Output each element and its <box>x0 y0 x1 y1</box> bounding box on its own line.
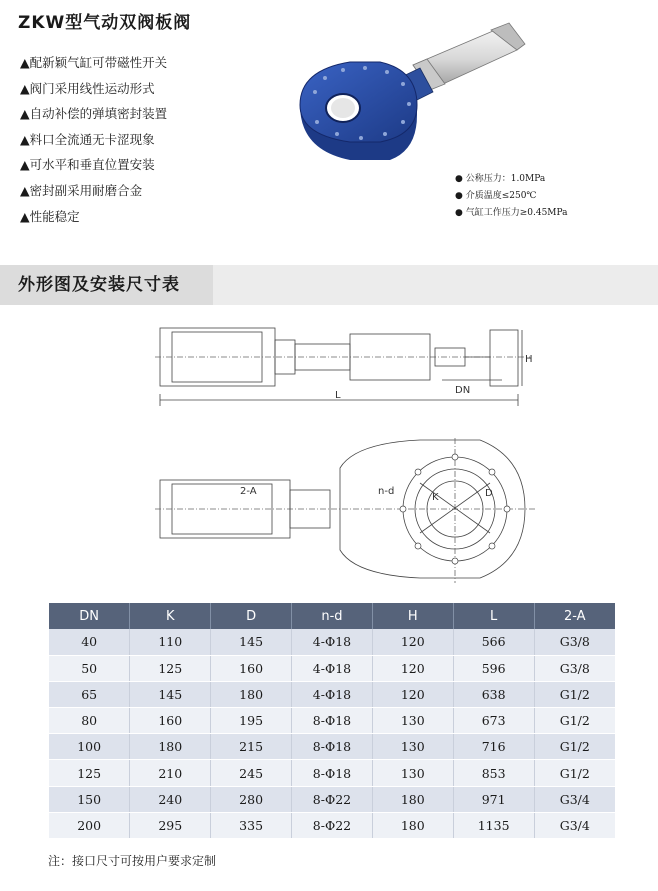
table-cell: 215 <box>211 734 292 760</box>
table-cell: 638 <box>453 681 534 707</box>
table-cell: 4-Φ18 <box>292 629 373 655</box>
feature-item: ▲可水平和垂直位置安装 <box>20 157 155 173</box>
footnote: 注：接口尺寸可按用户要求定制 <box>48 854 217 868</box>
table-cell: 145 <box>130 681 211 707</box>
feature-item: ▲自动补偿的弹填密封装置 <box>20 106 168 122</box>
label-L: L <box>335 390 341 401</box>
table-row <box>49 708 615 734</box>
feature-item: ▲性能稳定 <box>20 208 80 224</box>
col-header-dn: DN <box>49 603 130 629</box>
table-cell: 1135 <box>453 812 534 838</box>
table-cell: G3/4 <box>534 786 615 812</box>
table-cell: 125 <box>130 655 211 681</box>
col-header-h: H <box>372 603 453 629</box>
col-header-2a: 2-A <box>534 603 615 629</box>
col-header-d: D <box>211 603 292 629</box>
feature-item: ▲密封副采用耐磨合金 <box>20 182 143 198</box>
table-cell: 150 <box>49 786 130 812</box>
col-header-nd: n-d <box>292 603 373 629</box>
table-cell: G1/2 <box>534 681 615 707</box>
table-cell: G3/8 <box>534 655 615 681</box>
label-2A: 2-A <box>240 486 257 497</box>
table-cell: 295 <box>130 812 211 838</box>
table-cell: 160 <box>130 708 211 734</box>
section-title: 外形图及安装尺寸表 <box>0 265 213 305</box>
table-cell: 8-Φ18 <box>292 734 373 760</box>
table-cell: 180 <box>372 786 453 812</box>
table-header-row <box>49 603 615 629</box>
table-cell: 130 <box>372 708 453 734</box>
table-row <box>49 812 615 838</box>
table-cell: G3/8 <box>534 629 615 655</box>
feature-item: ▲阀门采用线性运动形式 <box>20 80 155 96</box>
spec-list <box>455 171 568 222</box>
table-cell: 245 <box>211 760 292 786</box>
table-cell: 180 <box>372 812 453 838</box>
feature-list <box>20 50 167 229</box>
feature-item: ▲配新颖气缸可带磁性开关 <box>20 55 168 70</box>
table-cell: 120 <box>372 655 453 681</box>
table-cell: 180 <box>211 681 292 707</box>
table-cell: 180 <box>130 734 211 760</box>
table-cell: 130 <box>372 760 453 786</box>
table-cell: 673 <box>453 708 534 734</box>
table-cell: 335 <box>211 812 292 838</box>
table-cell: 100 <box>49 734 130 760</box>
table-cell: 4-Φ18 <box>292 681 373 707</box>
table-row <box>49 629 615 655</box>
label-H: H <box>525 354 533 365</box>
table-cell: 200 <box>49 812 130 838</box>
table-cell: 65 <box>49 681 130 707</box>
col-header-l: L <box>453 603 534 629</box>
table-cell: 130 <box>372 734 453 760</box>
table-cell: 971 <box>453 786 534 812</box>
table-cell: 8-Φ22 <box>292 786 373 812</box>
table-cell: 596 <box>453 655 534 681</box>
table-cell: 195 <box>211 708 292 734</box>
table-row <box>49 655 615 681</box>
table-cell: 853 <box>453 760 534 786</box>
table-cell: 8-Φ22 <box>292 812 373 838</box>
table-cell: 125 <box>49 760 130 786</box>
table-cell: 280 <box>211 786 292 812</box>
table-cell: 50 <box>49 655 130 681</box>
table-cell: 40 <box>49 629 130 655</box>
valve-product-image <box>295 10 530 175</box>
technical-drawing <box>150 318 550 586</box>
table-cell: 8-Φ18 <box>292 708 373 734</box>
dimension-table <box>49 603 615 839</box>
table-cell: 716 <box>453 734 534 760</box>
table-cell: G1/2 <box>534 734 615 760</box>
spec-item: ● 介质温度≤250℃ <box>455 191 537 201</box>
spec-item: ● 公称压力：1.0MPa <box>455 174 546 184</box>
label-K: K <box>432 492 439 503</box>
spec-item: ● 气缸工作压力≥0.45MPa <box>455 208 568 218</box>
section-band <box>0 265 658 305</box>
table-cell: 80 <box>49 708 130 734</box>
table-cell: 240 <box>130 786 211 812</box>
table-cell: G1/2 <box>534 760 615 786</box>
feature-item: ▲料口全流通无卡涩现象 <box>20 131 155 147</box>
label-D: D <box>485 488 493 499</box>
table-cell: 110 <box>130 629 211 655</box>
table-cell: G3/4 <box>534 812 615 838</box>
table-cell: 120 <box>372 681 453 707</box>
table-cell: 210 <box>130 760 211 786</box>
col-header-k: K <box>130 603 211 629</box>
page-title: ZKW型气动双阀板阀 <box>18 13 192 33</box>
table-row <box>49 734 615 760</box>
table-cell: 566 <box>453 629 534 655</box>
label-DN: DN <box>455 385 471 396</box>
table-cell: 8-Φ18 <box>292 760 373 786</box>
table-cell: 4-Φ18 <box>292 655 373 681</box>
table-cell: 120 <box>372 629 453 655</box>
table-cell: 145 <box>211 629 292 655</box>
table-row <box>49 681 615 707</box>
table-cell: 160 <box>211 655 292 681</box>
label-nd: n-d <box>378 486 395 497</box>
table-row <box>49 760 615 786</box>
table-row <box>49 786 615 812</box>
table-cell: G1/2 <box>534 708 615 734</box>
